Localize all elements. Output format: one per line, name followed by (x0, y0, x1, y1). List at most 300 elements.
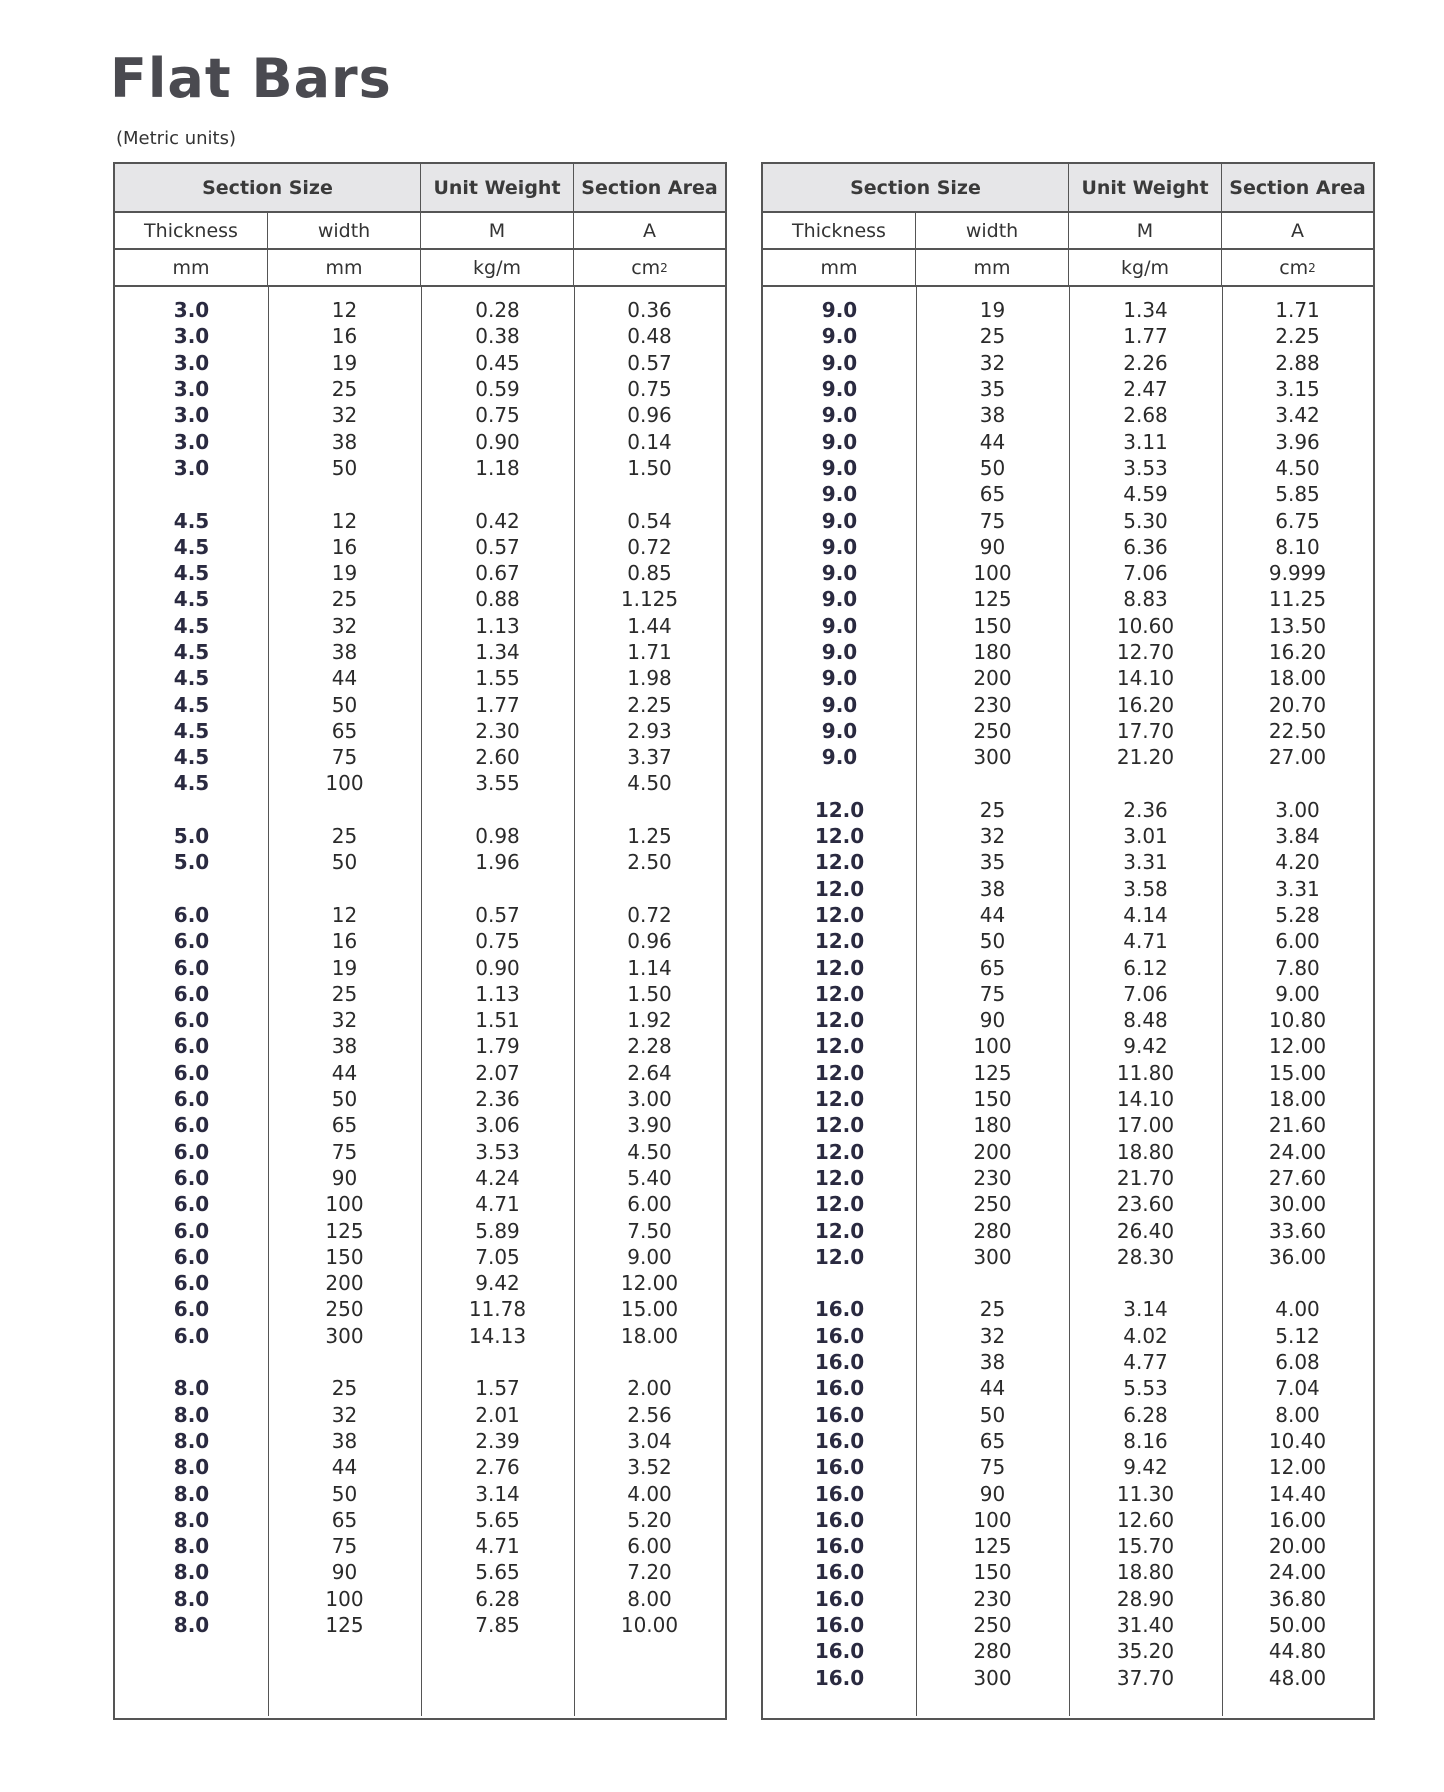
right-table (761, 162, 1375, 1720)
table-row (763, 402, 1373, 428)
width-cell: 180 (973, 640, 1012, 664)
table-row (763, 876, 1373, 902)
table-row (763, 1139, 1373, 1165)
width-cell: 44 (979, 429, 1006, 454)
section-area-cell: 0.96 (627, 403, 672, 428)
width-cell: 100 (325, 771, 364, 796)
area-unit-base: cm (631, 256, 661, 279)
width-cell: 50 (331, 455, 358, 480)
thickness-cell: 9.0 (821, 561, 858, 586)
width-cell: 50 (331, 692, 358, 717)
thickness-cell: 12.0 (814, 797, 865, 822)
unit-weight-cell: 28.90 (1116, 1586, 1175, 1611)
thickness-cell: 16.0 (814, 1455, 865, 1480)
unit-weight-cell: 23.60 (1116, 1192, 1175, 1217)
unit-weight-cell: 16.20 (1116, 692, 1175, 717)
unit-weight-cell: 0.75 (475, 929, 520, 954)
unit-weight-cell: 1.34 (475, 640, 520, 664)
width-cell: 100 (325, 1192, 364, 1217)
thickness-cell: 8.0 (173, 1560, 210, 1585)
unit-weight-cell: 9.42 (1123, 1034, 1168, 1059)
section-area-cell: 15.00 (1268, 1060, 1327, 1085)
thickness-cell: 16.0 (814, 1534, 865, 1559)
thickness-cell: 6.0 (173, 1113, 210, 1138)
table-row (763, 350, 1373, 376)
unit-weight-cell: 0.45 (475, 350, 520, 375)
width-cell: 90 (331, 1165, 358, 1190)
table-row (115, 1165, 725, 1191)
thickness-cell: 6.0 (173, 1008, 210, 1033)
unit-weight-cell: 2.36 (1123, 797, 1168, 822)
section-area-cell: 13.50 (1268, 613, 1327, 638)
unit-weight-cell: 11.80 (1116, 1060, 1175, 1085)
width-cell: 230 (973, 1586, 1012, 1611)
width-cell: 125 (325, 1218, 364, 1243)
table-row (763, 691, 1373, 717)
width-cell: 300 (973, 1244, 1012, 1269)
section-area-cell: 1.14 (627, 955, 672, 980)
thickness-cell: 6.0 (173, 1165, 210, 1190)
width-cell: 65 (331, 1507, 358, 1532)
table-body (115, 287, 725, 1716)
table-row (115, 1428, 725, 1454)
section-area-cell: 3.31 (1275, 876, 1320, 901)
unit-weight-cell: 4.77 (1123, 1350, 1168, 1375)
unit-weight-cell: 8.16 (1123, 1428, 1168, 1453)
table-row (763, 823, 1373, 849)
area-unit: cm 2 (631, 256, 668, 279)
table-row (763, 1323, 1373, 1349)
table-row (115, 718, 725, 744)
thickness-cell: 16.0 (814, 1481, 865, 1506)
section-area-cell: 8.00 (1275, 1402, 1320, 1427)
m-symbol-header: M (421, 213, 574, 248)
section-area-cell: 20.70 (1268, 692, 1327, 717)
width-cell: 38 (331, 1428, 358, 1453)
unit-weight-cell: 5.89 (475, 1218, 520, 1243)
thickness-cell: 9.0 (821, 324, 858, 349)
table-row (763, 928, 1373, 954)
thickness-cell: 3.0 (173, 429, 210, 454)
section-area-cell: 2.64 (627, 1060, 672, 1085)
section-area-cell: 3.00 (1275, 797, 1320, 822)
width-cell: 25 (331, 1376, 358, 1401)
width-cell: 90 (979, 534, 1006, 559)
thickness-cell: 6.0 (173, 1218, 210, 1243)
unit-weight-cell: 2.47 (1123, 377, 1168, 402)
unit-weight-cell: 14.10 (1116, 1087, 1175, 1112)
thickness-cell: 9.0 (821, 298, 858, 323)
width-cell: 300 (973, 1665, 1012, 1690)
unit-weight-cell: 0.88 (475, 587, 520, 612)
width-cell: 300 (973, 745, 1012, 770)
table-row (763, 1454, 1373, 1480)
thickness-cell: 9.0 (821, 350, 858, 375)
table-row (115, 1086, 725, 1112)
units-note: (Metric units) (116, 128, 236, 149)
thickness-cell: 4.5 (173, 561, 210, 586)
unit-weight-cell: 18.80 (1116, 1139, 1175, 1164)
width-cell: 25 (979, 797, 1006, 822)
section-area-cell: 18.00 (620, 1323, 679, 1348)
thickness-cell: 12.0 (814, 902, 865, 927)
thickness-cell: 6.0 (173, 1323, 210, 1348)
width-cell: 65 (979, 1428, 1006, 1453)
section-area-cell: 15.00 (620, 1297, 679, 1322)
table-row (115, 1507, 725, 1533)
section-size-header: Section Size (763, 164, 1069, 211)
width-cell: 19 (331, 350, 358, 375)
thickness-cell: 8.0 (173, 1481, 210, 1506)
unit-weight-cell: 4.24 (475, 1165, 520, 1190)
table-row (763, 902, 1373, 928)
table-row (115, 902, 725, 928)
thickness-cell: 3.0 (173, 350, 210, 375)
table-row (115, 1007, 725, 1033)
table-row (763, 481, 1373, 507)
table-row (763, 1480, 1373, 1506)
thickness-cell: 9.0 (821, 587, 858, 612)
thickness-cell: 4.5 (173, 508, 210, 533)
section-area-cell: 12.00 (620, 1271, 679, 1296)
section-area-cell: 4.50 (627, 1139, 672, 1164)
thickness-cell: 16.0 (814, 1507, 865, 1532)
thickness-cell: 6.0 (173, 1034, 210, 1059)
table-row (763, 1244, 1373, 1270)
table-row (763, 1165, 1373, 1191)
table-row (763, 744, 1373, 770)
thickness-cell: 6.0 (173, 902, 210, 927)
width-cell: 300 (325, 1323, 364, 1348)
page-title: Flat Bars (110, 47, 392, 110)
section-area-cell: 1.44 (627, 613, 672, 638)
unit-weight-cell: 2.36 (475, 1087, 520, 1112)
table-row (763, 323, 1373, 349)
width-cell: 44 (979, 902, 1006, 927)
thickness-cell: 9.0 (821, 508, 858, 533)
width-cell: 32 (331, 613, 358, 638)
width-cell: 280 (973, 1218, 1012, 1243)
table-row (115, 455, 725, 481)
unit-weight-cell: 11.30 (1116, 1481, 1175, 1506)
unit-weight-cell: 37.70 (1116, 1665, 1175, 1690)
section-area-cell: 4.00 (627, 1481, 672, 1506)
width-cell: 16 (331, 534, 358, 559)
table-row (115, 586, 725, 612)
thickness-cell: 8.0 (173, 1455, 210, 1480)
table-row (115, 1559, 725, 1585)
table-row (763, 954, 1373, 980)
width-cell: 38 (979, 876, 1006, 901)
unit-weight-cell: 8.48 (1123, 1008, 1168, 1033)
width-cell: 25 (331, 377, 358, 402)
section-area-cell: 18.00 (1268, 666, 1327, 691)
width-cell: 38 (331, 429, 358, 454)
section-area-cell: 4.20 (1275, 850, 1320, 875)
thickness-cell: 9.0 (821, 429, 858, 454)
table-row (763, 507, 1373, 533)
unit-weight-cell: 14.10 (1116, 666, 1175, 691)
table-row (763, 981, 1373, 1007)
table-row (763, 1428, 1373, 1454)
section-area-header: Section Area (581, 176, 718, 199)
thickness-cell: 6.0 (173, 929, 210, 954)
thickness-cell: 12.0 (814, 1192, 865, 1217)
thickness-unit: mm (763, 250, 916, 285)
unit-weight-cell: 6.12 (1123, 955, 1168, 980)
section-area-cell: 3.04 (627, 1428, 672, 1453)
table-row (763, 586, 1373, 612)
section-area-cell: 5.20 (627, 1507, 672, 1532)
width-cell: 100 (973, 1507, 1012, 1532)
table-row (115, 1533, 725, 1559)
table-row (115, 1139, 725, 1165)
unit-weight-cell: 1.77 (475, 692, 520, 717)
table-row (115, 1401, 725, 1427)
unit-weight-cell: 5.53 (1123, 1376, 1168, 1401)
thickness-cell: 4.5 (173, 587, 210, 612)
section-area-cell: 11.25 (1268, 587, 1327, 612)
table-row (115, 770, 725, 796)
group-spacer (115, 1349, 725, 1375)
unit-weight-cell: 2.76 (475, 1455, 520, 1480)
section-area-cell: 2.25 (1275, 324, 1320, 349)
group-spacer (115, 797, 725, 823)
thickness-cell: 12.0 (814, 1244, 865, 1269)
width-cell: 125 (973, 1060, 1012, 1085)
width-cell: 250 (973, 1192, 1012, 1217)
section-area-cell: 0.85 (627, 561, 672, 586)
width-unit: mm (916, 250, 1069, 285)
width-cell: 125 (325, 1612, 364, 1637)
width-cell: 38 (979, 1350, 1006, 1375)
unit-weight-cell: 12.70 (1116, 640, 1175, 664)
width-cell: 150 (973, 1560, 1012, 1585)
width-cell: 19 (979, 298, 1006, 323)
width-cell: 12 (331, 902, 358, 927)
thickness-cell: 6.0 (173, 1139, 210, 1164)
table-row (115, 1112, 725, 1138)
table-row (115, 639, 725, 665)
table-row (115, 1323, 725, 1349)
section-area-cell: 1.98 (627, 666, 672, 691)
section-area-cell: 3.96 (1275, 429, 1320, 454)
unit-weight-cell: 1.18 (475, 455, 520, 480)
unit-weight-cell: 3.58 (1123, 876, 1168, 901)
thickness-cell: 6.0 (173, 981, 210, 1006)
table-row (763, 376, 1373, 402)
unit-weight-cell: 3.53 (1123, 455, 1168, 480)
header-units-row (115, 250, 725, 287)
width-cell: 250 (973, 718, 1012, 743)
unit-weight-cell: 3.14 (1123, 1297, 1168, 1322)
thickness-cell: 12.0 (814, 1139, 865, 1164)
unit-weight-cell: 1.13 (475, 981, 520, 1006)
section-area-cell: 2.50 (627, 850, 672, 875)
section-area-cell: 4.50 (627, 771, 672, 796)
unit-weight-cell: 3.11 (1123, 429, 1168, 454)
unit-weight-cell: 21.70 (1116, 1165, 1175, 1190)
section-area-cell: 33.60 (1268, 1218, 1327, 1243)
width-cell: 100 (973, 561, 1012, 586)
thickness-cell: 3.0 (173, 455, 210, 480)
unit-weight-cell: 7.85 (475, 1612, 520, 1637)
section-area-cell: 27.60 (1268, 1165, 1327, 1190)
table-body (763, 287, 1373, 1716)
table-row (763, 1296, 1373, 1322)
table-row (763, 1559, 1373, 1585)
width-cell: 32 (331, 1008, 358, 1033)
table-row (763, 428, 1373, 454)
unit-weight-cell: 26.40 (1116, 1218, 1175, 1243)
table-row (115, 1375, 725, 1401)
section-area-cell: 0.48 (627, 324, 672, 349)
width-cell: 50 (331, 1481, 358, 1506)
table-row (115, 981, 725, 1007)
section-area-cell: 3.00 (627, 1087, 672, 1112)
unit-weight-cell: 3.55 (475, 771, 520, 796)
section-area-cell: 8.10 (1275, 534, 1320, 559)
thickness-cell: 6.0 (173, 1192, 210, 1217)
section-area-cell: 5.85 (1275, 482, 1320, 507)
thickness-cell: 8.0 (173, 1428, 210, 1453)
section-area-cell: 7.50 (627, 1218, 672, 1243)
section-area-cell: 0.72 (627, 534, 672, 559)
unit-weight-cell: 1.34 (1123, 298, 1168, 323)
width-cell: 50 (331, 1087, 358, 1112)
thickness-cell: 12.0 (814, 850, 865, 875)
table-row (763, 1638, 1373, 1664)
unit-weight-cell: 9.42 (1123, 1455, 1168, 1480)
width-cell: 90 (979, 1008, 1006, 1033)
section-area-cell: 5.12 (1275, 1323, 1320, 1348)
width-cell: 50 (979, 455, 1006, 480)
section-area-cell: 8.00 (627, 1586, 672, 1611)
unit-weight-cell: 4.14 (1123, 902, 1168, 927)
table-row (115, 823, 725, 849)
table-rows (115, 297, 725, 1638)
section-area-cell: 9.00 (1275, 981, 1320, 1006)
unit-weight-cell: 3.06 (475, 1113, 520, 1138)
unit-weight-cell: 2.60 (475, 745, 520, 770)
section-area-cell: 1.25 (627, 824, 672, 849)
unit-weight-cell: 15.70 (1116, 1534, 1175, 1559)
unit-weight-cell: 0.57 (475, 902, 520, 927)
width-cell: 75 (979, 1455, 1006, 1480)
thickness-header: Thickness (115, 213, 268, 248)
thickness-cell: 9.0 (821, 482, 858, 507)
section-size-header: Section Size (115, 164, 421, 211)
table-row (115, 1480, 725, 1506)
section-area-cell: 48.00 (1268, 1665, 1327, 1690)
unit-weight-cell: 1.77 (1123, 324, 1168, 349)
thickness-cell: 12.0 (814, 1008, 865, 1033)
section-area-cell: 0.57 (627, 350, 672, 375)
section-area-cell: 3.84 (1275, 824, 1320, 849)
section-area-cell: 3.42 (1275, 403, 1320, 428)
table-row (115, 613, 725, 639)
section-area-cell: 12.00 (1268, 1034, 1327, 1059)
section-area-cell: 3.37 (627, 745, 672, 770)
thickness-cell: 5.0 (173, 824, 210, 849)
section-area-header: Section Area (1229, 176, 1366, 199)
table-row (763, 1533, 1373, 1559)
unit-weight-cell: 14.13 (468, 1323, 527, 1348)
unit-weight-cell: 0.90 (475, 955, 520, 980)
thickness-cell: 6.0 (173, 1297, 210, 1322)
width-cell: 250 (325, 1297, 364, 1322)
table-row (763, 1033, 1373, 1059)
table-row (115, 849, 725, 875)
table-row (763, 1586, 1373, 1612)
section-area-cell: 10.80 (1268, 1008, 1327, 1033)
table-row (763, 1507, 1373, 1533)
thickness-cell: 9.0 (821, 455, 858, 480)
thickness-cell: 4.5 (173, 692, 210, 717)
width-cell: 32 (979, 824, 1006, 849)
thickness-cell: 12.0 (814, 1034, 865, 1059)
thickness-cell: 8.0 (173, 1586, 210, 1611)
width-cell: 16 (331, 324, 358, 349)
table-row (115, 402, 725, 428)
section-area-cell: 1.71 (1275, 298, 1320, 323)
table-row (763, 849, 1373, 875)
table-row (115, 560, 725, 586)
section-area-cell: 3.15 (1275, 377, 1320, 402)
thickness-cell: 12.0 (814, 929, 865, 954)
table-row (115, 665, 725, 691)
table-row (763, 639, 1373, 665)
width-cell: 150 (325, 1244, 364, 1269)
section-area-cell: 2.25 (627, 692, 672, 717)
section-area-cell: 12.00 (1268, 1455, 1327, 1480)
width-cell: 38 (331, 1034, 358, 1059)
thickness-cell: 9.0 (821, 666, 858, 691)
section-area-cell: 5.40 (627, 1165, 672, 1190)
table-row (763, 718, 1373, 744)
unit-weight-cell: 0.75 (475, 403, 520, 428)
thickness-cell: 16.0 (814, 1665, 865, 1690)
unit-weight-cell: 3.31 (1123, 850, 1168, 875)
table-row (115, 1191, 725, 1217)
thickness-cell: 9.0 (821, 613, 858, 638)
thickness-cell: 16.0 (814, 1323, 865, 1348)
width-cell: 250 (973, 1612, 1012, 1637)
thickness-cell: 4.5 (173, 666, 210, 691)
group-spacer (115, 481, 725, 507)
thickness-cell: 3.0 (173, 298, 210, 323)
thickness-cell: 12.0 (814, 1087, 865, 1112)
table-row (763, 455, 1373, 481)
section-area-cell: 36.00 (1268, 1244, 1327, 1269)
thickness-cell: 12.0 (814, 955, 865, 980)
width-cell: 25 (331, 824, 358, 849)
width-cell: 75 (331, 1534, 358, 1559)
table-row (115, 534, 725, 560)
section-area-cell: 3.90 (627, 1113, 672, 1138)
unit-weight-cell: 11.78 (468, 1297, 527, 1322)
area-unit-base: cm (1279, 256, 1309, 279)
width-header: width (916, 213, 1069, 248)
table-row (763, 1664, 1373, 1690)
unit-weight-cell: 5.65 (475, 1507, 520, 1532)
width-cell: 19 (331, 561, 358, 586)
section-area-cell: 44.80 (1268, 1639, 1327, 1664)
thickness-cell: 3.0 (173, 403, 210, 428)
thickness-cell: 6.0 (173, 1271, 210, 1296)
thickness-unit: mm (115, 250, 268, 285)
width-cell: 230 (973, 692, 1012, 717)
